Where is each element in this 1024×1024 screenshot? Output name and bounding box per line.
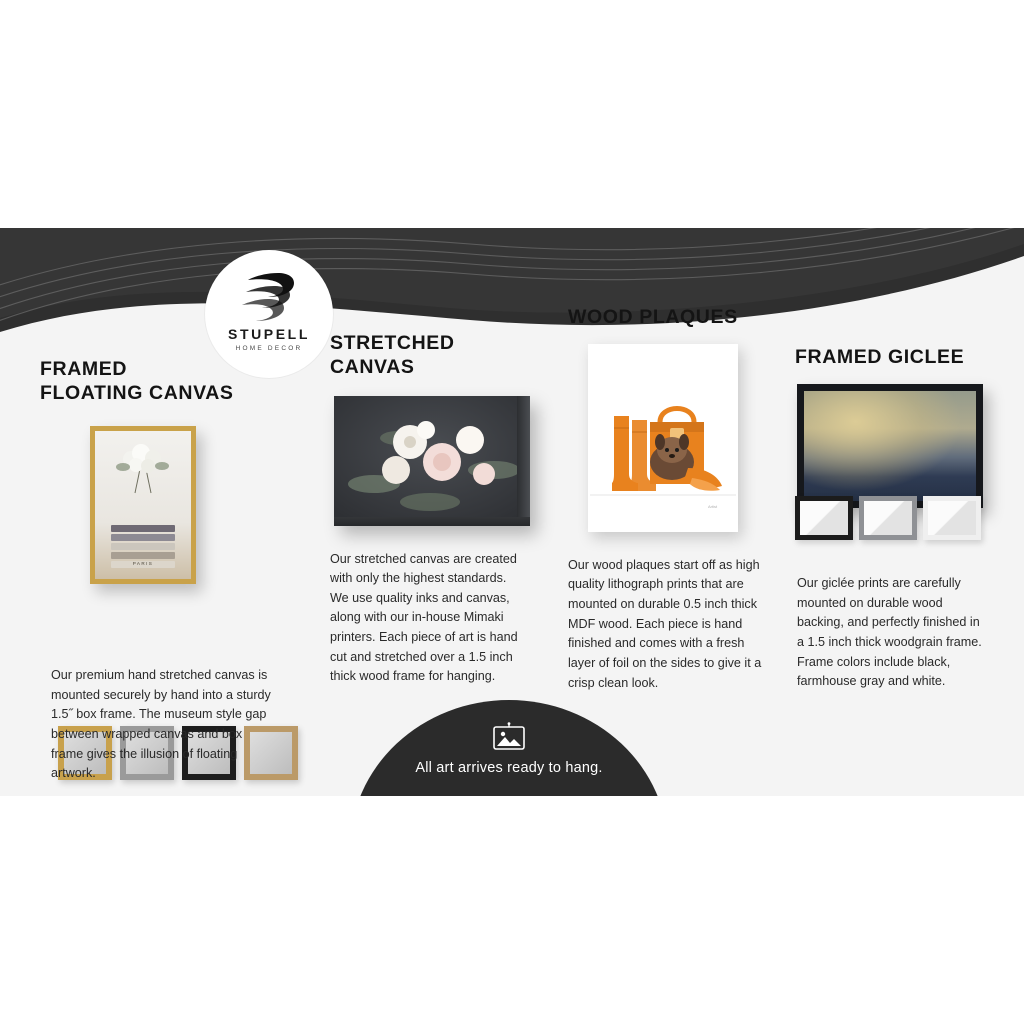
artwork-caption-paris: PARIS — [132, 560, 154, 566]
column-stretched-canvas — [330, 332, 535, 687]
column-body-wood-plaques: Our wood plaques start off as high quality lithograph prints that are mounted on durable 0.5 inch thick MDF wood. Each piece is hand finished and comes with a fresh layer of foil on the sides to give it a crisp clean look. — [568, 557, 762, 690]
brand-name: STUPELL — [228, 326, 310, 342]
stupell-swirl-logo-icon — [205, 270, 333, 324]
ready-to-hang-arc — [350, 700, 668, 796]
ready-to-hang-label: All art arrives ready to hang. — [415, 760, 603, 776]
white-frame-sample — [923, 496, 981, 540]
gray-frame-sample — [859, 496, 917, 540]
column-title-line2: FLOATING CANVAS — [40, 381, 234, 404]
column-title-wood-plaques — [568, 306, 764, 330]
column-title-framed-giclee — [795, 346, 993, 370]
column-body-stretched-canvas: Our stretched canvas are created with only the highest standards. We use quality inks and canvas, along with our in-house Mimaki printers. Each piece of art is hand cut and stretched over a 1.5 inch thick wood frame for hanging. — [330, 551, 518, 684]
column-title-stretched-canvas — [330, 332, 535, 380]
column-title-line1: STRETCHED — [330, 332, 455, 354]
column-wood-plaques — [568, 306, 764, 693]
stretched-canvas-artwork — [334, 396, 530, 526]
column-body-framed-floating-canvas: Our premium hand stretched canvas is mounted securely by hand into a sturdy 1.5˝ box frame. The museum style gap between wrapped canvas and box frame gives the illusion of floating artwork. — [51, 668, 271, 781]
column-title-line1: WOOD PLAQUES — [568, 306, 738, 328]
brand-logo-badge — [205, 250, 333, 378]
column-title-line1: FRAMED — [40, 358, 128, 380]
column-body-framed-giclee: Our giclée prints are carefully mounted on durable wood backing, and perfectly finished in a 1.5 inch thick woodgrain frame. Frame colors include black, farmhouse gray and white. — [797, 576, 982, 689]
framed-giclee-artwork — [797, 384, 983, 508]
wood-plaque-artwork — [588, 344, 738, 532]
framed-picture-icon — [492, 722, 526, 752]
white-hydrangea-bouquet-illustration — [111, 441, 175, 497]
product-info-banner — [0, 228, 1024, 796]
column-title-line1: FRAMED GICLEE — [795, 346, 965, 368]
giclee-frame-sample-row — [795, 496, 981, 540]
column-framed-floating-canvas — [40, 358, 280, 781]
black-frame-sample — [795, 496, 853, 540]
column-framed-giclee — [795, 346, 993, 689]
framed-floating-canvas-artwork — [90, 426, 196, 584]
column-title-line2: CANVAS — [330, 355, 415, 378]
brand-tagline: HOME DECOR — [235, 345, 303, 352]
svg-text:Artist: Artist — [708, 503, 718, 509]
